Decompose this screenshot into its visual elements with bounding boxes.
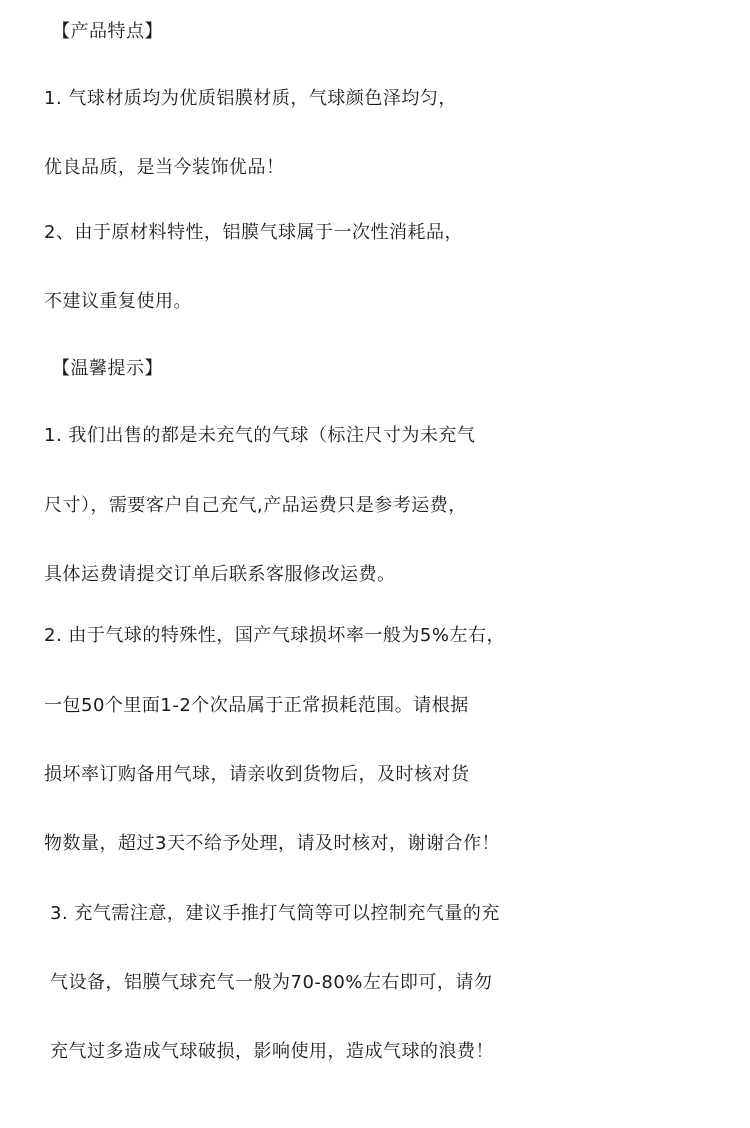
features-line-2: 优良品质，是当今装饰优品！ <box>44 157 285 178</box>
tips-line-9: 气设备，铝膜气球充气一般为70-80%左右即可，请勿 <box>50 972 493 993</box>
features-line-4: 不建议重复使用。 <box>44 291 192 312</box>
tips-line-5: 一包50个里面1-2个次品属于正常损耗范围。请根据 <box>44 695 469 716</box>
tips-line-4: 2. 由于气球的特殊性，国产气球损坏率一般为5%左右， <box>44 625 505 646</box>
tips-line-6: 损坏率订购备用气球，请亲收到货物后，及时核对货 <box>44 764 470 785</box>
tips-heading: 【温馨提示】 <box>52 358 163 379</box>
tips-line-1: 1. 我们出售的都是未充气的气球（标注尺寸为未充气 <box>44 425 476 446</box>
tips-line-8: 3. 充气需注意，建议手推打气筒等可以控制充气量的充 <box>50 903 500 924</box>
features-line-3: 2、由于原材料特性，铝膜气球属于一次性消耗品， <box>44 222 463 243</box>
features-line-1: 1. 气球材质均为优质铝膜材质，气球颜色泽均匀， <box>44 88 457 109</box>
features-heading: 【产品特点】 <box>52 21 163 42</box>
tips-line-7: 物数量，超过3天不给予处理，请及时核对，谢谢合作！ <box>44 833 500 854</box>
tips-line-2: 尺寸），需要客户自己充气,产品运费只是参考运费， <box>44 495 467 516</box>
tips-line-10: 充气过多造成气球破损，影响使用，造成气球的浪费！ <box>50 1041 494 1062</box>
tips-line-3: 具体运费请提交订单后联系客服修改运费。 <box>44 564 396 585</box>
